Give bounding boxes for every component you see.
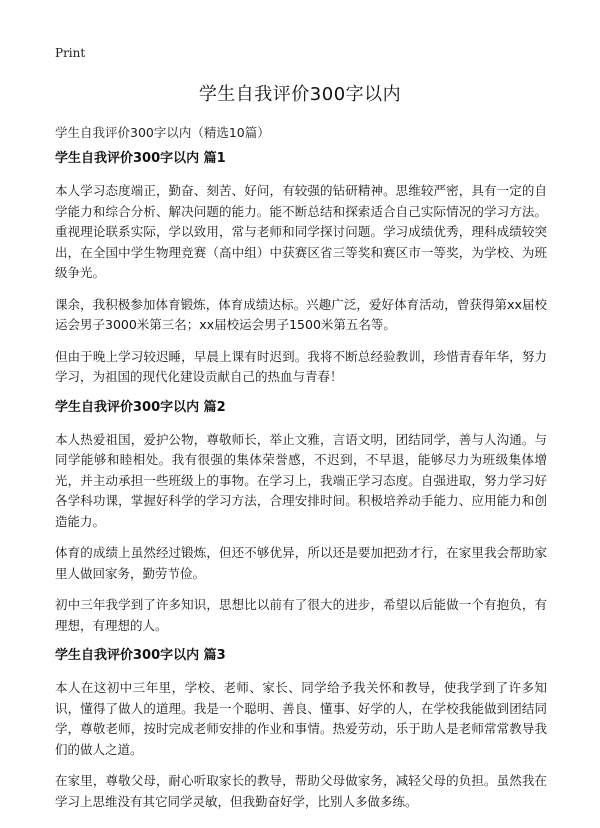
- section-heading: 学生自我评价300字以内 篇1: [55, 151, 226, 166]
- paragraph: 但由于晚上学习较迟睡，早晨上课有时迟到。我将不断总经验教训，珍惜青春年华，努力学习，为祖国的现代化建设贡献自己的热血与青春！: [55, 348, 547, 384]
- section-heading: 学生自我评价300字以内 篇3: [55, 648, 226, 663]
- document-body: [55, 150, 547, 823]
- section-1: [55, 150, 547, 388]
- paragraph: 本人学习态度端正，勤奋、刻苦、好问，有较强的钻研精神。思维较严密，具有一定的自学能力和综合分析、解决问题的能力。能不断总结和探索适合自己实际情况的学习方法。重视理论联系实际，学以致用，常与老师和同学探讨问题。学习成绩优秀，理科成绩较突出，在全国中学生物理竞赛（高中组）中获赛区省三等奖和赛区市一等奖，为学校、为班级争光。: [55, 183, 547, 280]
- print-label[interactable]: Print: [55, 46, 86, 60]
- section-heading: 学生自我评价300字以内 篇2: [55, 399, 226, 415]
- document-title: 学生自我评价300字以内: [198, 84, 402, 105]
- section-2: [55, 399, 547, 637]
- paragraph: 体育的成绩上虽然经过锻炼，但还不够优异，所以还是要加把劲才行，在家里我会帮助家里人做回家务，勤劳节俭。: [55, 545, 547, 581]
- paragraph: 初中三年我学到了许多知识，思想比以前有了很大的进步，希望以后能做一个有抱负，有理想，有理想的人。: [55, 597, 547, 633]
- document-subtitle: 学生自我评价300字以内（精选10篇）: [55, 125, 270, 140]
- paragraph: 本人热爱祖国，爱护公物，尊敬师长，举止文雅，言语文明，团结同学，善与人沟通。与同学能够和睦相处。我有很强的集体荣誉感，不迟到，不早退，能够尽力为班级集体增光，并主动承担一些班级上的事物。在学习上，我端正学习态度。自强进取，努力学习好各学科功课，掌握好科学的学习方法，合理安排时间。积极培养动手能力、应用能力和创造能力。: [55, 431, 547, 529]
- paragraph: 在家里，尊敬父母，耐心听取家长的教导，帮助父母做家务，减轻父母的负担。虽然我在学习上思维没有其它同学灵敏，但我勤奋好学，比别人多做多练。: [55, 773, 547, 809]
- section-3: [55, 647, 547, 812]
- paragraph: 本人在这初中三年里，学校、老师、家长、同学给予我关怀和教导，使我学到了许多知识，懂得了做人的道理。我是一个聪明、善良、懂事、好学的人，在学校我能做到团结同学，尊敬老师，按时完成老师安排的作业和事情。热爱劳动，乐于助人是老师常常教导我们的做人之道。: [55, 680, 547, 757]
- paragraph: 课余，我积极参加体育锻炼，体育成绩达标。兴趣广泛，爱好体育活动，曾获得第xx届校运会男子3000米第三名；xx届校运会男子1500米第五名等。: [55, 296, 547, 332]
